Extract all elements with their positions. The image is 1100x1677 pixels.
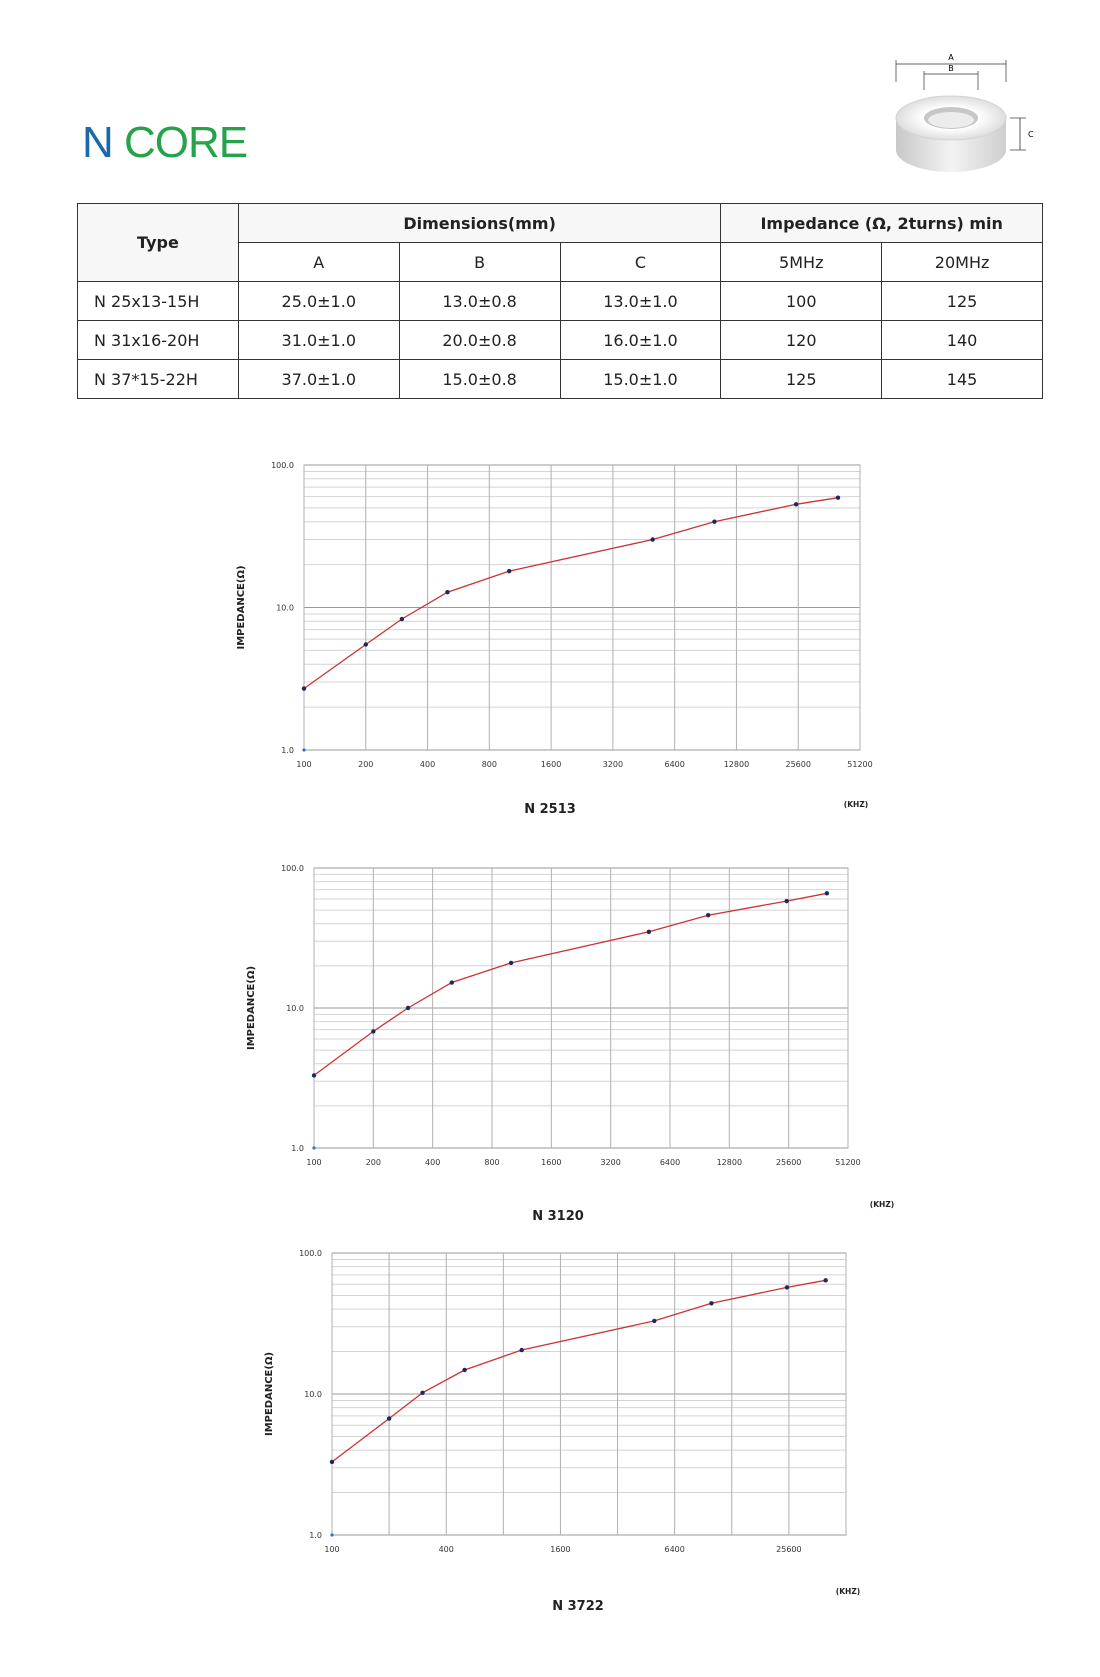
x-tick-label: 12800 <box>716 1158 743 1167</box>
cell-c: 13.0±1.0 <box>560 282 721 321</box>
x-axis-unit-label: (KHZ) <box>869 1200 895 1209</box>
x-tick-label: 25600 <box>775 1158 802 1167</box>
cell-b: 13.0±0.8 <box>399 282 560 321</box>
cell-b: 15.0±0.8 <box>399 360 560 399</box>
x-tick-label: 51200 <box>835 1158 861 1167</box>
chart-n3120 <box>220 855 900 1235</box>
subheader-b: B <box>399 243 560 282</box>
y-axis-label: IMPEDANCE(Ω) <box>264 1351 275 1437</box>
cell-z20: 140 <box>882 321 1043 360</box>
subheader-20mhz: 20MHz <box>882 243 1043 282</box>
cell-type: N 31x16-20H <box>78 321 239 360</box>
data-point <box>462 1368 466 1372</box>
chart-n3722 <box>220 1240 900 1625</box>
x-tick-label: 6400 <box>664 760 685 769</box>
data-point <box>836 495 840 499</box>
cell-z5: 125 <box>721 360 882 399</box>
dim-label-c: C <box>1028 130 1034 139</box>
chart-n3120-svg <box>220 855 900 1235</box>
cell-z20: 125 <box>882 282 1043 321</box>
chart-title: N 2513 <box>524 802 576 817</box>
chart-n2513 <box>220 455 900 830</box>
origin-marker <box>312 1146 315 1149</box>
data-point <box>823 1278 827 1282</box>
x-tick-label: 400 <box>438 1545 454 1554</box>
data-point <box>400 617 404 621</box>
x-tick-label: 200 <box>365 1158 381 1167</box>
data-point <box>784 899 788 903</box>
data-point <box>330 1460 334 1464</box>
cell-b: 20.0±0.8 <box>399 321 560 360</box>
y-tick-label: 1.0 <box>281 746 294 755</box>
x-tick-label: 1600 <box>550 1545 571 1554</box>
subheader-a: A <box>238 243 399 282</box>
x-tick-label: 6400 <box>659 1158 681 1167</box>
cell-z5: 100 <box>721 282 882 321</box>
chart-title: N 3120 <box>532 1209 584 1224</box>
data-point <box>509 961 513 965</box>
cell-a: 25.0±1.0 <box>238 282 399 321</box>
data-point <box>520 1348 524 1352</box>
x-tick-label: 51200 <box>847 760 873 769</box>
x-tick-label: 3200 <box>602 760 624 769</box>
x-tick-label: 12800 <box>723 760 750 769</box>
data-point <box>652 1319 656 1323</box>
cell-a: 37.0±1.0 <box>238 360 399 399</box>
y-tick-label: 10.0 <box>276 603 294 613</box>
table-header-row <box>78 204 1043 243</box>
cell-z5: 120 <box>721 321 882 360</box>
table-row <box>78 360 1043 399</box>
x-tick-label: 3200 <box>600 1158 621 1167</box>
x-tick-label: 100 <box>324 1545 340 1554</box>
x-tick-label: 400 <box>419 760 436 769</box>
data-point <box>825 891 829 895</box>
x-tick-label: 6400 <box>664 1545 685 1554</box>
chart-n3722-svg <box>220 1240 900 1625</box>
x-tick-label: 100 <box>296 760 312 769</box>
data-point <box>312 1073 316 1077</box>
x-tick-label: 800 <box>481 760 497 769</box>
y-axis-label: IMPEDANCE(Ω) <box>236 565 247 650</box>
subheader-5mhz: 5MHz <box>721 243 882 282</box>
core-dimension-diagram <box>886 52 1036 182</box>
data-point <box>445 590 449 594</box>
table-row <box>78 321 1043 360</box>
cell-type: N 25x13-15H <box>78 282 239 321</box>
x-tick-label: 800 <box>484 1158 500 1167</box>
origin-marker <box>330 1533 333 1536</box>
data-point <box>450 980 454 984</box>
data-point <box>387 1416 391 1420</box>
impedance-header: Impedance (Ω, 2turns) min <box>721 204 1043 243</box>
y-axis-label: IMPEDANCE(Ω) <box>246 965 257 1051</box>
origin-marker <box>302 748 305 751</box>
cell-a: 31.0±1.0 <box>238 321 399 360</box>
data-point <box>647 930 651 934</box>
type-header: Type <box>78 204 239 282</box>
x-axis-unit-label: (KHZ) <box>835 1587 861 1596</box>
y-tick-label: 100.0 <box>271 461 294 470</box>
data-point <box>364 642 368 646</box>
chart-n2513-svg <box>220 455 900 830</box>
y-tick-label: 1.0 <box>309 1531 322 1540</box>
y-tick-label: 1.0 <box>291 1144 304 1153</box>
data-point <box>371 1029 375 1033</box>
dim-label-a: A <box>948 53 954 62</box>
y-tick-label: 10.0 <box>286 1004 304 1013</box>
data-point <box>709 1301 713 1305</box>
y-tick-label: 10.0 <box>304 1390 322 1399</box>
data-point <box>785 1285 789 1289</box>
data-point <box>650 537 654 541</box>
data-point <box>706 913 710 917</box>
title-suffix: CORE <box>124 118 248 167</box>
data-point <box>302 686 306 690</box>
x-tick-label: 200 <box>358 760 374 769</box>
page-title <box>82 118 247 168</box>
chart-title: N 3722 <box>552 1599 604 1614</box>
data-point <box>507 569 511 573</box>
cell-c: 16.0±1.0 <box>560 321 721 360</box>
cell-type: N 37*15-22H <box>78 360 239 399</box>
cell-c: 15.0±1.0 <box>560 360 721 399</box>
data-point <box>420 1391 424 1395</box>
x-tick-label: 25600 <box>776 1545 802 1554</box>
x-tick-label: 25600 <box>785 760 811 769</box>
title-prefix: N <box>82 118 113 167</box>
y-tick-label: 100.0 <box>281 864 304 873</box>
data-point <box>712 520 716 524</box>
subheader-c: C <box>560 243 721 282</box>
x-tick-label: 1600 <box>540 760 562 769</box>
x-tick-label: 1600 <box>541 1158 562 1167</box>
cell-z20: 145 <box>882 360 1043 399</box>
spec-table <box>77 203 1043 399</box>
x-tick-label: 400 <box>425 1158 441 1167</box>
data-point <box>406 1006 410 1010</box>
dimensions-header: Dimensions(mm) <box>238 204 721 243</box>
x-axis-unit-label: (KHZ) <box>843 800 869 809</box>
table-row <box>78 282 1043 321</box>
y-tick-label: 100.0 <box>299 1249 322 1258</box>
x-tick-label: 100 <box>306 1158 322 1167</box>
dim-label-b: B <box>948 64 954 73</box>
data-point <box>794 502 798 506</box>
